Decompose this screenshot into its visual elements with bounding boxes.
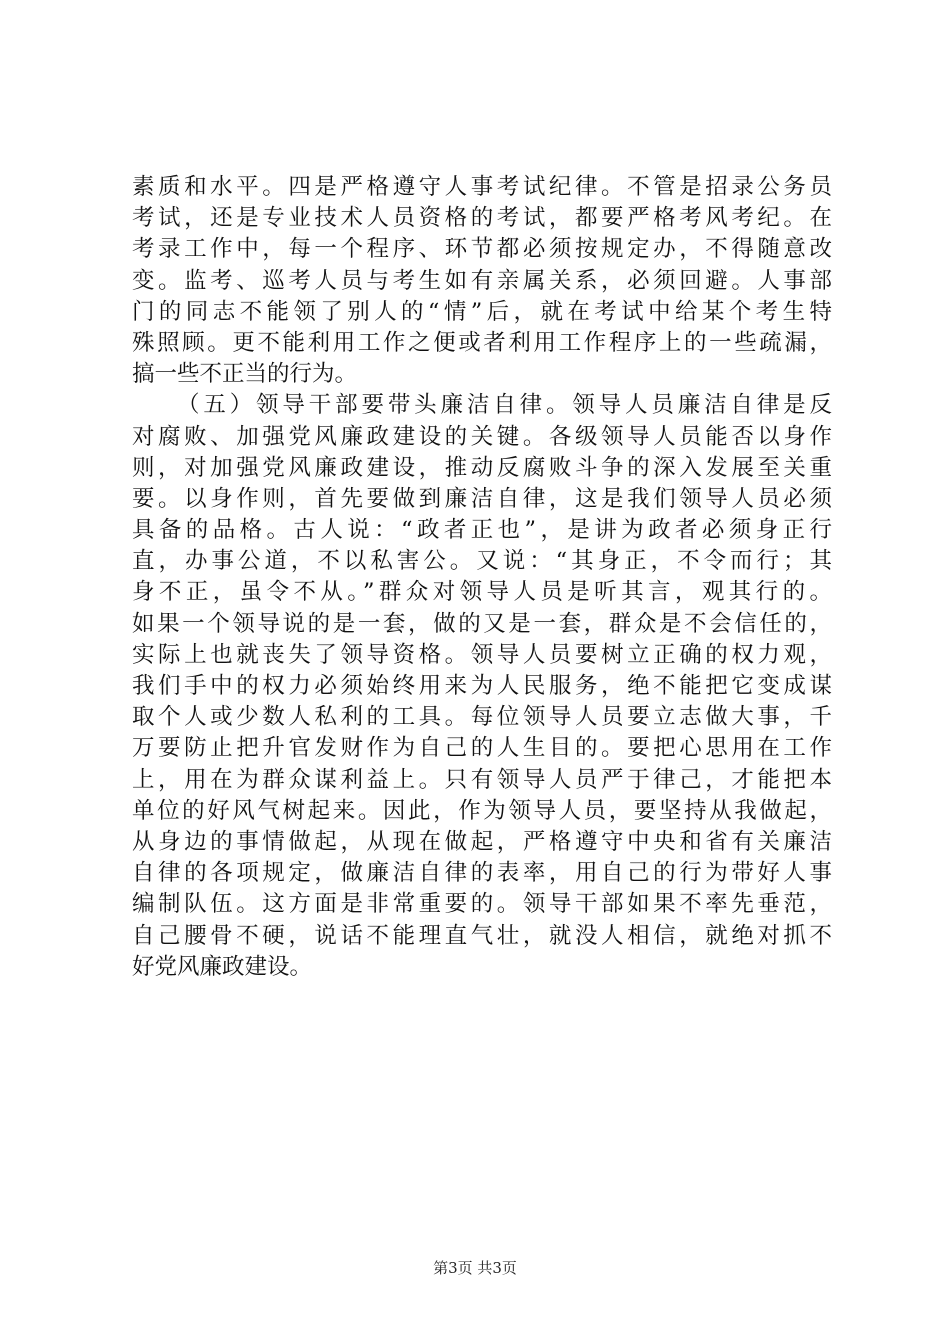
text-line: 变。监考、巡考人员与考生如有亲属关系，必须回避。人事部 bbox=[132, 267, 832, 294]
text-line: 我们手中的权力必须始终用来为人民服务，绝不能把它变成谋 bbox=[132, 673, 832, 699]
text-line: 素质和水平。四是严格遵守人事考试纪律。不管是招录公务员 bbox=[132, 174, 832, 200]
text-line: 身不正，虽令不从。”群众对领导人员是听其言，观其行的。 bbox=[132, 579, 832, 606]
text-line: 具备的品格。古人说：“政者正也”，是讲为政者必须身正行 bbox=[132, 517, 832, 544]
text-line: 则，对加强党风廉政建设，推动反腐败斗争的深入发展至关重 bbox=[132, 454, 832, 481]
text-line: 自己腰骨不硬，说话不能理直气壮，就没人相信，就绝对抓不 bbox=[132, 922, 832, 949]
text-line: 万要防止把升官发财作为自己的人生目的。要把心思用在工作 bbox=[132, 735, 832, 762]
text-line: 取个人或少数人私利的工具。每位领导人员要立志做大事，千 bbox=[132, 704, 832, 731]
paragraph-start-line: （五）领导干部要带头廉洁自律。领导人员廉洁自律是反 bbox=[177, 392, 832, 419]
text-line: 考试，还是专业技术人员资格的考试，都要严格考风考纪。在 bbox=[132, 205, 832, 232]
text-line: 直，办事公道，不以私害公。又说：“其身正，不令而行；其 bbox=[132, 548, 832, 575]
text-line: 如果一个领导说的是一套，做的又是一套，群众是不会信任的， bbox=[132, 610, 832, 637]
text-line: 搞一些不正当的行为。 bbox=[132, 361, 358, 388]
text-line: 殊照顾。更不能利用工作之便或者利用工作程序上的一些疏漏， bbox=[132, 329, 832, 356]
page-number-footer: 第3页 共3页 bbox=[433, 1259, 517, 1277]
text-line: 好党风廉政建设。 bbox=[132, 953, 313, 980]
text-line: 考录工作中，每一个程序、环节都必须按规定办，不得随意改 bbox=[132, 236, 832, 263]
text-line: 单位的好风气树起来。因此，作为领导人员，要坚持从我做起， bbox=[132, 797, 832, 824]
text-line: 门的同志不能领了别人的“情”后，就在考试中给某个考生特 bbox=[132, 298, 832, 325]
text-line: 实际上也就丧失了领导资格。领导人员要树立正确的权力观， bbox=[132, 641, 832, 668]
text-line: 对腐败、加强党风廉政建设的关键。各级领导人员能否以身作 bbox=[132, 423, 832, 450]
text-line: 自律的各项规定，做廉洁自律的表率，用自己的行为带好人事 bbox=[132, 860, 832, 887]
text-line: 要。以身作则，首先要做到廉洁自律，这是我们领导人员必须 bbox=[132, 485, 832, 512]
body-text bbox=[132, 172, 832, 983]
text-line: 上，用在为群众谋利益上。只有领导人员严于律己，才能把本 bbox=[132, 766, 832, 793]
text-line: 从身边的事情做起，从现在做起，严格遵守中央和省有关廉洁 bbox=[132, 828, 832, 855]
text-line: 编制队伍。这方面是非常重要的。领导干部如果不率先垂范， bbox=[132, 891, 832, 918]
